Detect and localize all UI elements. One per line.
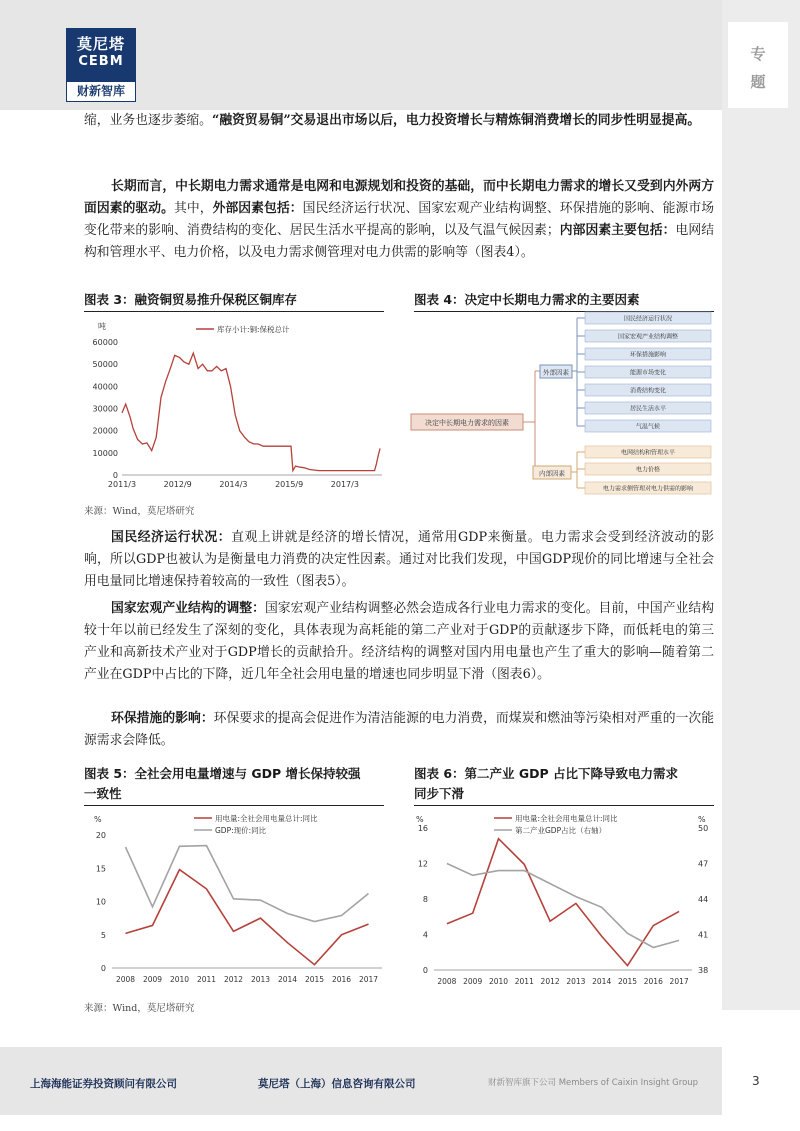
fig3-x-tick-label: 2017/3 xyxy=(330,480,359,489)
fig4-group-internal: 内部因素 xyxy=(539,469,565,478)
source-note-1: 来源：Wind，莫尼塔研究 xyxy=(84,506,195,517)
fig5-series-2-line xyxy=(126,846,369,922)
fig6-y-tick-label: 8 xyxy=(422,895,428,904)
fig4-diagram xyxy=(405,305,717,500)
fig3-x-tick-label: 2014/3 xyxy=(219,480,248,489)
fig3-x-tick-label: 2015/9 xyxy=(275,480,304,489)
fig6-title: 图表 6：第二产业 GDP 占比下降导致电力需求 同步下滑 xyxy=(414,766,679,801)
logo-en: CEBM xyxy=(78,54,124,69)
fig4-group-external: 外部因素 xyxy=(543,368,569,377)
fig5-y-tick-label: 5 xyxy=(100,930,106,940)
fig6-x-tick-label: 2010 xyxy=(488,977,509,986)
side-label: 专 题 xyxy=(750,45,766,91)
fig5-legend-1: 用电量:全社会用电量总计:同比 xyxy=(215,814,318,823)
fig6-x-tick-label: 2014 xyxy=(592,977,612,986)
fig6-y-tick-label: 12 xyxy=(417,859,428,869)
fig6-x-tick-label: 2017 xyxy=(669,977,689,986)
footer-company-1: 上海海能证券投资顾问有限公司 xyxy=(30,1078,177,1090)
fig6-y2-tick-label: 50 xyxy=(698,824,709,833)
fig5-x-tick-label: 2014 xyxy=(277,975,298,984)
fig4-internal-item: 电网结构和管理水平 xyxy=(620,449,676,457)
fig6-y2-tick-label: 41 xyxy=(698,930,709,940)
paragraph-4: 国家宏观产业结构的调整：国家宏观产业结构调整必然会造成各行业电力需求的变化。目前，中国产业结构较十年以前已经发生了深刻的变化，具体表现为高耗能的第二产业对于GDP的贡献逐步下降，而低耗电的第三产业和高新技术产业对于GDP增长的贡献拾升。经济结构的调整对国内用电量也产生了重大的影响—随着第二产业在GDP中占比的下降，近几年全社会用电量的增速也同步明显下滑（图表6）。 xyxy=(84,601,715,682)
page-number: 3 xyxy=(752,1074,760,1088)
side-band xyxy=(722,0,800,1010)
fig4-title: 图表 4：决定中长期电力需求的主要因素 xyxy=(414,292,640,307)
fig5-x-tick-label: 2016 xyxy=(331,975,352,984)
fig6-unit: % xyxy=(416,815,424,824)
fig6-x-tick-label: 2009 xyxy=(463,977,483,986)
fig5-x-tick-label: 2011 xyxy=(196,975,217,984)
fig5-legend-2: GDP:现价:同比 xyxy=(215,826,267,835)
fig5-title: 图表 5：全社会用电量增速与 GDP 增长保持较强 一致性 xyxy=(84,766,361,801)
fig4-external-item: 国民经济运行状况 xyxy=(623,315,673,323)
fig6-y2-tick-label: 47 xyxy=(698,859,709,869)
fig3-y-tick-label: 20000 xyxy=(92,426,118,436)
fig6-x-tick-label: 2008 xyxy=(437,977,457,986)
fig3-series-line xyxy=(122,353,380,471)
fig6-x-tick-label: 2011 xyxy=(514,977,534,986)
logo-sub: 财新智库 xyxy=(66,81,136,102)
fig3-y-tick-label: 30000 xyxy=(92,404,118,414)
fig3-y-tick-label: 0 xyxy=(112,471,118,480)
footer-company-2: 莫尼塔（上海）信息咨询有限公司 xyxy=(258,1078,416,1090)
fig3-y-tick-label: 10000 xyxy=(92,448,118,458)
fig6-x-tick-label: 2012 xyxy=(540,977,560,986)
fig6-x-tick-label: 2015 xyxy=(617,977,638,986)
fig6-x-tick-label: 2016 xyxy=(643,977,663,986)
fig6-series-2-line xyxy=(447,864,679,948)
fig5-x-tick-label: 2010 xyxy=(169,975,190,984)
logo xyxy=(66,28,136,102)
fig5-y-tick-label: 20 xyxy=(95,831,106,840)
fig4-root-label: 决定中长期电力需求的因素 xyxy=(425,419,509,427)
fig6-legend-2: 第二产业GDP占比（右轴） xyxy=(515,826,607,835)
fig5-chart xyxy=(84,808,384,990)
fig5-x-tick-label: 2009 xyxy=(142,975,163,984)
fig6-x-tick-label: 2013 xyxy=(566,977,586,986)
fig3-chart xyxy=(84,312,384,494)
fig5-y-tick-label: 0 xyxy=(100,964,106,973)
paragraph-3: 国民经济运行状况：直观上讲就是经济的增长情况，通常用GDP来衡量。电力需求会受到经济波动的影响，所以GDP也被认为是衡量电力消费的决定性因素。通过对比我们发现，中国GDP现价的同比增速与全社会用电量同比增速保持着较高的一致性（图表5）。 xyxy=(84,530,715,589)
fig4-external-item: 环保措施影响 xyxy=(629,351,667,359)
fig3-y-tick-label: 50000 xyxy=(92,360,118,370)
logo-cn: 莫尼塔 xyxy=(76,35,125,53)
fig4-root-connector xyxy=(523,371,540,472)
fig4-external-item: 国家宏观产业结构调整 xyxy=(617,333,679,341)
fig6-y-tick-label: 0 xyxy=(422,966,428,975)
fig3-y-tick-label: 40000 xyxy=(92,382,118,392)
fig5-y-tick-label: 10 xyxy=(95,897,106,907)
fig3-unit: 吨 xyxy=(98,322,106,331)
fig5-x-tick-label: 2017 xyxy=(358,975,379,984)
fig5-x-tick-label: 2013 xyxy=(250,975,271,984)
fig3-x-tick-label: 2011/3 xyxy=(107,480,137,489)
fig4-external-connector xyxy=(572,318,577,426)
fig5-y-tick-label: 15 xyxy=(95,864,106,874)
fig3-x-tick-label: 2012/9 xyxy=(163,480,192,489)
source-note-2: 来源：Wind，莫尼塔研究 xyxy=(84,1003,195,1014)
fig4-external-item: 气温气候 xyxy=(635,423,661,431)
fig6-unit-right: % xyxy=(698,815,706,824)
paragraph-5: 环保措施的影响：环保要求的提高会促进作为清洁能源的电力消费，而煤炭和燃油等污染相对严重的一次能源需求会降低。 xyxy=(84,711,715,748)
fig5-x-tick-label: 2015 xyxy=(304,975,325,984)
fig4-external-item: 居民生活水平 xyxy=(629,405,667,413)
fig4-internal-connector xyxy=(571,452,577,488)
fig6-y2-tick-label: 44 xyxy=(698,895,709,904)
fig5-rule xyxy=(84,805,384,806)
fig6-series-1-line xyxy=(447,839,679,966)
paragraph-2: 长期而言，中长期电力需求通常是电网和电源规划和投资的基础，而中长期电力需求的增长又受到内外两方面因素的驱动。其中，外部因素包括：国民经济运行状况、国家宏观产业结构调整、环保措施的影响、能源市场变化带来的影响、消费结构的变化、居民生活水平提高的影响，以及气温气候因素；内部因素主要包括：电网结构和管理水平、电力价格，以及电力需求侧管理对电力供需的影响等（图表4）。 xyxy=(84,179,715,260)
fig5-x-tick-label: 2008 xyxy=(115,975,136,984)
fig4-internal-item: 电力需求侧管理对电力供需的影响 xyxy=(602,485,694,493)
fig3-title: 图表 3：融资铜贸易推升保税区铜库存 xyxy=(84,292,298,307)
fig6-rule xyxy=(414,805,714,806)
fig3-legend: 库存小计:铜:保税总计 xyxy=(217,325,290,334)
fig4-external-item: 消费结构变化 xyxy=(629,387,667,395)
fig6-y-tick-label: 4 xyxy=(422,930,428,940)
fig4-external-item: 能源市场变化 xyxy=(629,369,667,377)
fig3-y-tick-label: 60000 xyxy=(92,338,118,347)
footer-group: 财新智库旗下公司 Members of Caixin Insight Group xyxy=(488,1078,699,1088)
fig5-unit: % xyxy=(94,815,102,824)
fig6-chart xyxy=(414,808,714,990)
fig4-internal-item: 电力价格 xyxy=(635,466,661,474)
fig5-x-tick-label: 2012 xyxy=(223,975,244,984)
fig6-y-tick-label: 16 xyxy=(417,824,428,833)
paragraph-1: 缩，业务也逐步萎缩。“融资贸易铜”交易退出市场以后，电力投资增长与精炼铜消费增长的同步性明显提高。 xyxy=(84,113,701,128)
fig6-legend-1: 用电量:全社会用电量总计:同比 xyxy=(515,814,618,823)
fig6-y2-tick-label: 38 xyxy=(698,966,709,975)
